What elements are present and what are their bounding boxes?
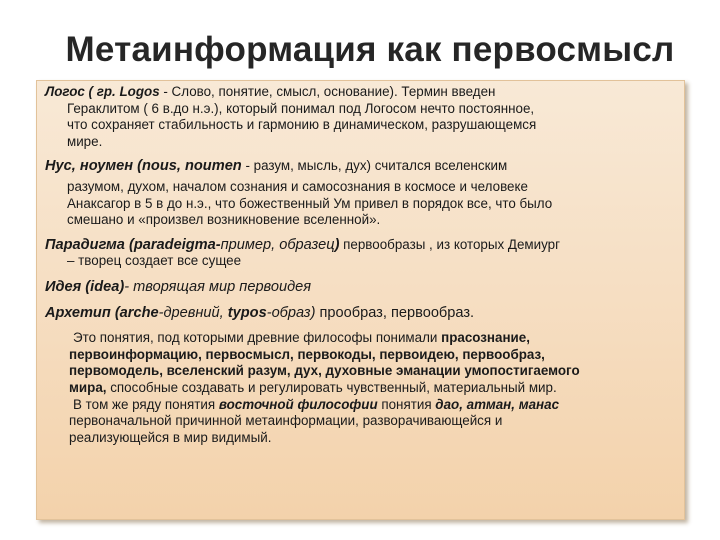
eastern-line-3: реализующейся в мир видимый. [69,429,272,445]
eastern-concepts-term: дао, атман, манас [435,396,560,412]
summary-line-4-bold: мира, [69,379,107,395]
nous-line-3: Анаксагор в 5 в до н.э., что божественный Ум привел в порядок все, что было [67,195,553,211]
summary-line-1 [45,330,676,347]
nous-line-4: смешано и «произвел возникновение вселенной». [67,212,381,228]
paradigm-line-2: – творец создает все сущее [67,253,242,269]
summary-line-2: первоинформацию, первосмысл, первокоды, первоидею, первообраз, [69,346,545,362]
archetype-term: Архетип (arche [45,304,159,321]
paradigm-term-italic: пример, образец [220,236,335,253]
logos-line-3: что сохраняет стабильность и гармонию в динамическом, разрушающемся [67,117,537,133]
logos-first-line [45,84,676,101]
nous-first-line [45,158,676,175]
page-title: Метаинформация как первосмысл [65,30,675,69]
eastern-paragraph [45,397,676,447]
idea-term: Идея (idea) [45,278,125,295]
archetype-term-2: typos [227,304,267,321]
nous-paragraph [45,158,676,228]
eastern-philosophy-term: восточной философии [218,396,378,412]
summary-line-4 [45,380,676,397]
eastern-line-1-text: В том же ряду понятия [73,396,219,412]
paradigm-term: Парадигма (paradeigma- [45,236,221,253]
nous-line-2: разумом, духом, началом сознания и самосознания в космосе и человеке [67,178,528,194]
nous-definition: - разум, мысль, дух) считался вселенским [241,158,508,174]
summary-line-1-bold: прасознание, [441,330,530,346]
eastern-line-1 [45,397,676,414]
paradigm-paragraph [45,237,676,270]
logos-line-4: мире. [67,133,103,149]
summary-line-4-text: способные создавать и регулировать чувственный, материальный мир. [106,379,557,395]
logos-term: Логос ( гр. Logos [45,84,160,99]
summary-paragraph [45,330,676,396]
summary-line-1-text: Это понятия, под которыми древние философы понимали [73,330,442,346]
paradigm-first-line [45,237,676,254]
eastern-line-2: первоначальной причинной метаинформации, разворачивающейся и [69,413,503,429]
idea-definition: - творящая мир первоидея [124,278,312,295]
paradigm-definition: первообразы , из которых Демиург [339,236,560,252]
archetype-paragraph [45,305,676,322]
content-panel [36,80,685,520]
logos-line-2: Гераклитом ( 6 в.до н.э.), который понимал под Логосом нечто постоянное, [67,100,535,116]
eastern-line-1-text-2: понятия [377,396,436,412]
nous-term: Нус, ноумен (nous, noumen [45,158,242,175]
logos-paragraph [45,84,676,150]
paradigm-term-end: ) [334,236,340,253]
archetype-definition: прообраз, первообраз. [319,304,475,321]
summary-line-3: первомодель, вселенский разум, дух, духовные эманации умопостигаемого [69,363,580,379]
logos-definition: - Слово, понятие, смысл, основание). Термин введен [159,84,496,99]
archetype-italic-2: -образ) [266,304,320,321]
archetype-italic-1: -древний, [158,304,228,321]
idea-paragraph [45,279,676,296]
